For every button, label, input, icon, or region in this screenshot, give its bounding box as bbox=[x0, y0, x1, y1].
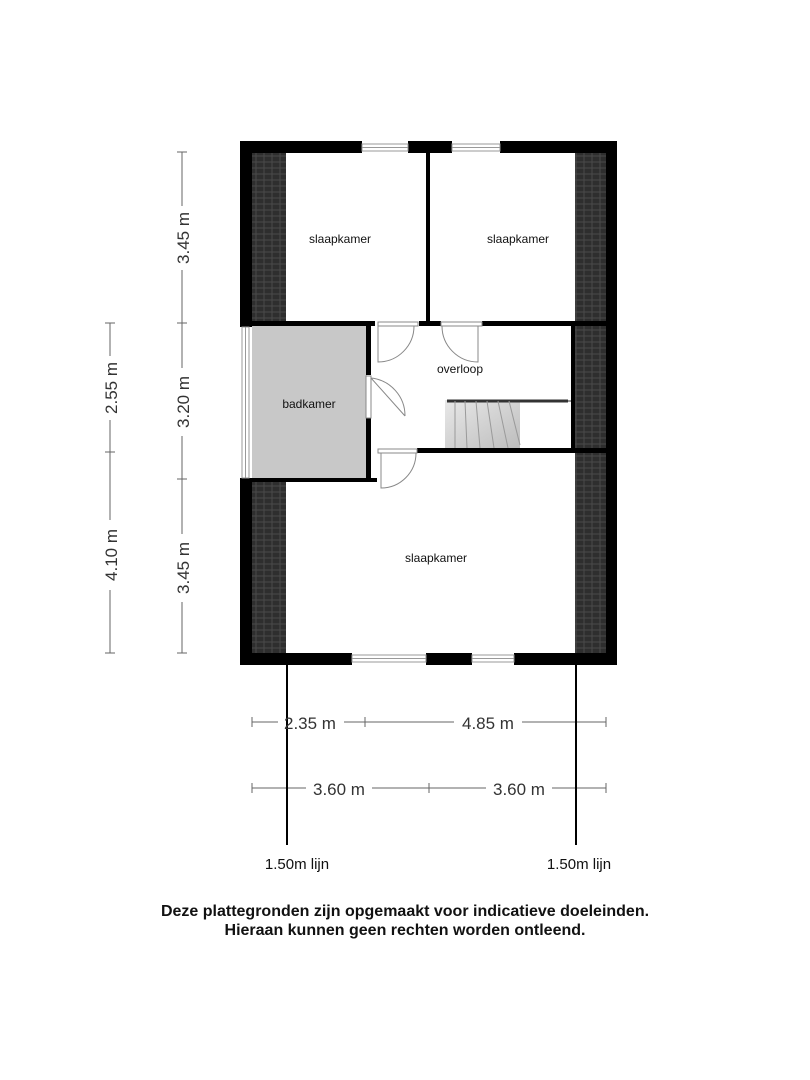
room-label-badkamer: badkamer bbox=[282, 397, 336, 411]
room-label-slaapkamer-bottom: slaapkamer bbox=[404, 551, 468, 565]
roof-slope-right-middle bbox=[575, 326, 606, 448]
dim-left-inner-middle: 3.20 m bbox=[174, 376, 193, 428]
dim-left-outer-upper: 2.55 m bbox=[102, 362, 121, 414]
dim-left-inner-bottom: 3.45 m bbox=[174, 542, 193, 594]
disclaimer-line-1: Deze plattegronden zijn opgemaakt voor indicatieve doeleinden. bbox=[160, 903, 650, 920]
height-line-label-left: 1.50m lijn bbox=[264, 856, 330, 873]
room-label-slaapkamer-top-left: slaapkamer bbox=[308, 232, 372, 246]
roof-slope-right-lower bbox=[575, 453, 606, 654]
room-label-slaapkamer-top-right: slaapkamer bbox=[486, 232, 550, 246]
dim-bottom-row1-left: 2.35 m bbox=[284, 714, 336, 733]
dim-left-inner-top: 3.45 m bbox=[174, 212, 193, 264]
roof-slope-right-upper bbox=[575, 153, 606, 321]
room-label-overloop: overloop bbox=[436, 362, 484, 376]
dim-bottom-row1-right: 4.85 m bbox=[462, 714, 514, 733]
roof-slope-left-upper bbox=[252, 153, 286, 321]
dim-bottom-row2-left: 3.60 m bbox=[313, 780, 365, 799]
dim-left-outer-lower: 4.10 m bbox=[102, 529, 121, 581]
disclaimer-line-2: Hieraan kunnen geen rechten worden ontleend. bbox=[224, 922, 586, 939]
height-lines bbox=[287, 663, 576, 845]
height-line-label-right: 1.50m lijn bbox=[546, 856, 612, 873]
roof-slope-left-lower bbox=[252, 482, 286, 654]
dim-bottom-row2-right: 3.60 m bbox=[493, 780, 545, 799]
